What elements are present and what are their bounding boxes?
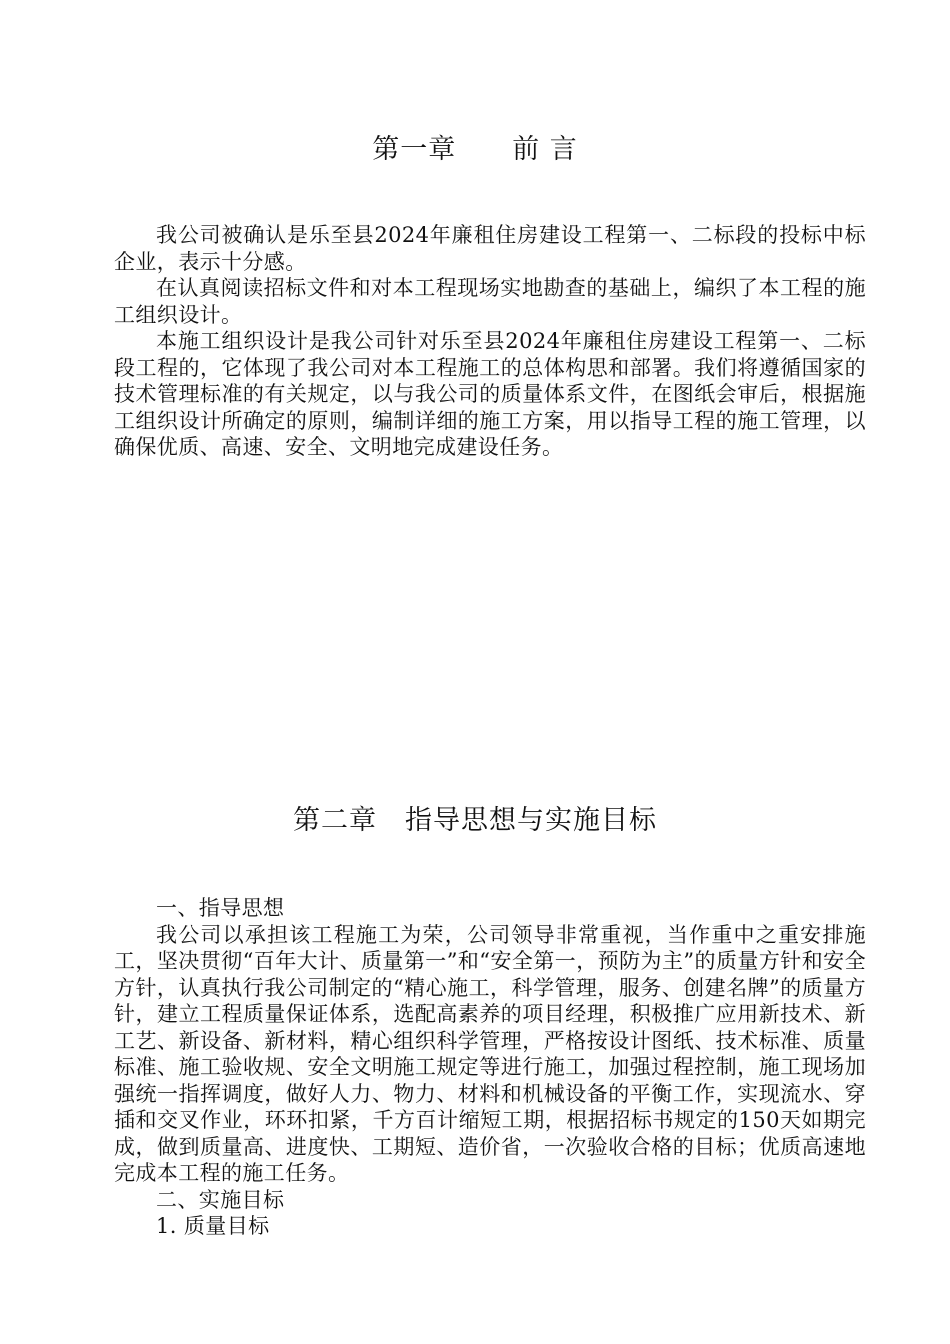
- chapter-1-paragraph-2: 在认真阅读招标文件和对本工程现场实地勘查的基础上，编织了本工程的施工组织设计。: [114, 276, 866, 327]
- chapter-1-paragraph-3: 本施工组织设计是我公司针对乐至县2024年廉租住房建设工程第一、二标段工程的，它体现了我公司对本工程施工的总体构思和部署。我们将遵循国家的技术管理标准的有关规定，以与我公司的质量体系文件，在图纸会审后，根据施工组织设计所确定的原则，编制详细的施工方案，用以指导工程的施工管理，以确保优质、高速、安全、文明地完成建设任务。: [114, 329, 866, 459]
- section-heading-implementation-goals: 二、实施目标: [156, 1187, 285, 1212]
- subsection-heading-quality-goal: 1. 质量目标: [156, 1214, 270, 1238]
- chapter-2-title: 第二章 指导思想与实施目标: [293, 805, 657, 836]
- chapter-1-title: 第一章 前 言: [372, 134, 578, 165]
- chapter-1-body: [114, 222, 866, 461]
- chapter-1-paragraph-1: 我公司被确认是乐至县2024年廉租住房建设工程第一、二标段的投标中标企业，表示十分感。: [114, 223, 866, 274]
- guiding-ideology-paragraph: 我公司以承担该工程施工为荣，公司领导非常重视，当作重中之重安排施工，坚决贯彻“百年大计、质量第一”和“安全第一，预防为主”的质量方针和安全方针，认真执行我公司制定的“精心施工，科学管理，服务、创建名牌”的质量方针，建立工程质量保证体系，选配高素养的项目经理，积极推广应用新技术、新工艺、新设备、新材料，精心组织科学管理，严格按设计图纸、技术标准、质量标准、施工验收规、安全文明施工规定等进行施工，加强过程控制，施工现场加强统一指挥调度，做好人力、物力、材料和机械设备的平衡工作，实现流水、穿插和交叉作业，环环扣紧，千方百计缩短工期，根据招标书规定的150天如期完成，做到质量高、进度快、工期短、造价省，一次验收合格的目标；优质高速地完成本工程的施工任务。: [114, 922, 866, 1185]
- chapter-2-body: [114, 895, 866, 1240]
- section-heading-guiding-ideology: 一、指导思想: [156, 896, 285, 920]
